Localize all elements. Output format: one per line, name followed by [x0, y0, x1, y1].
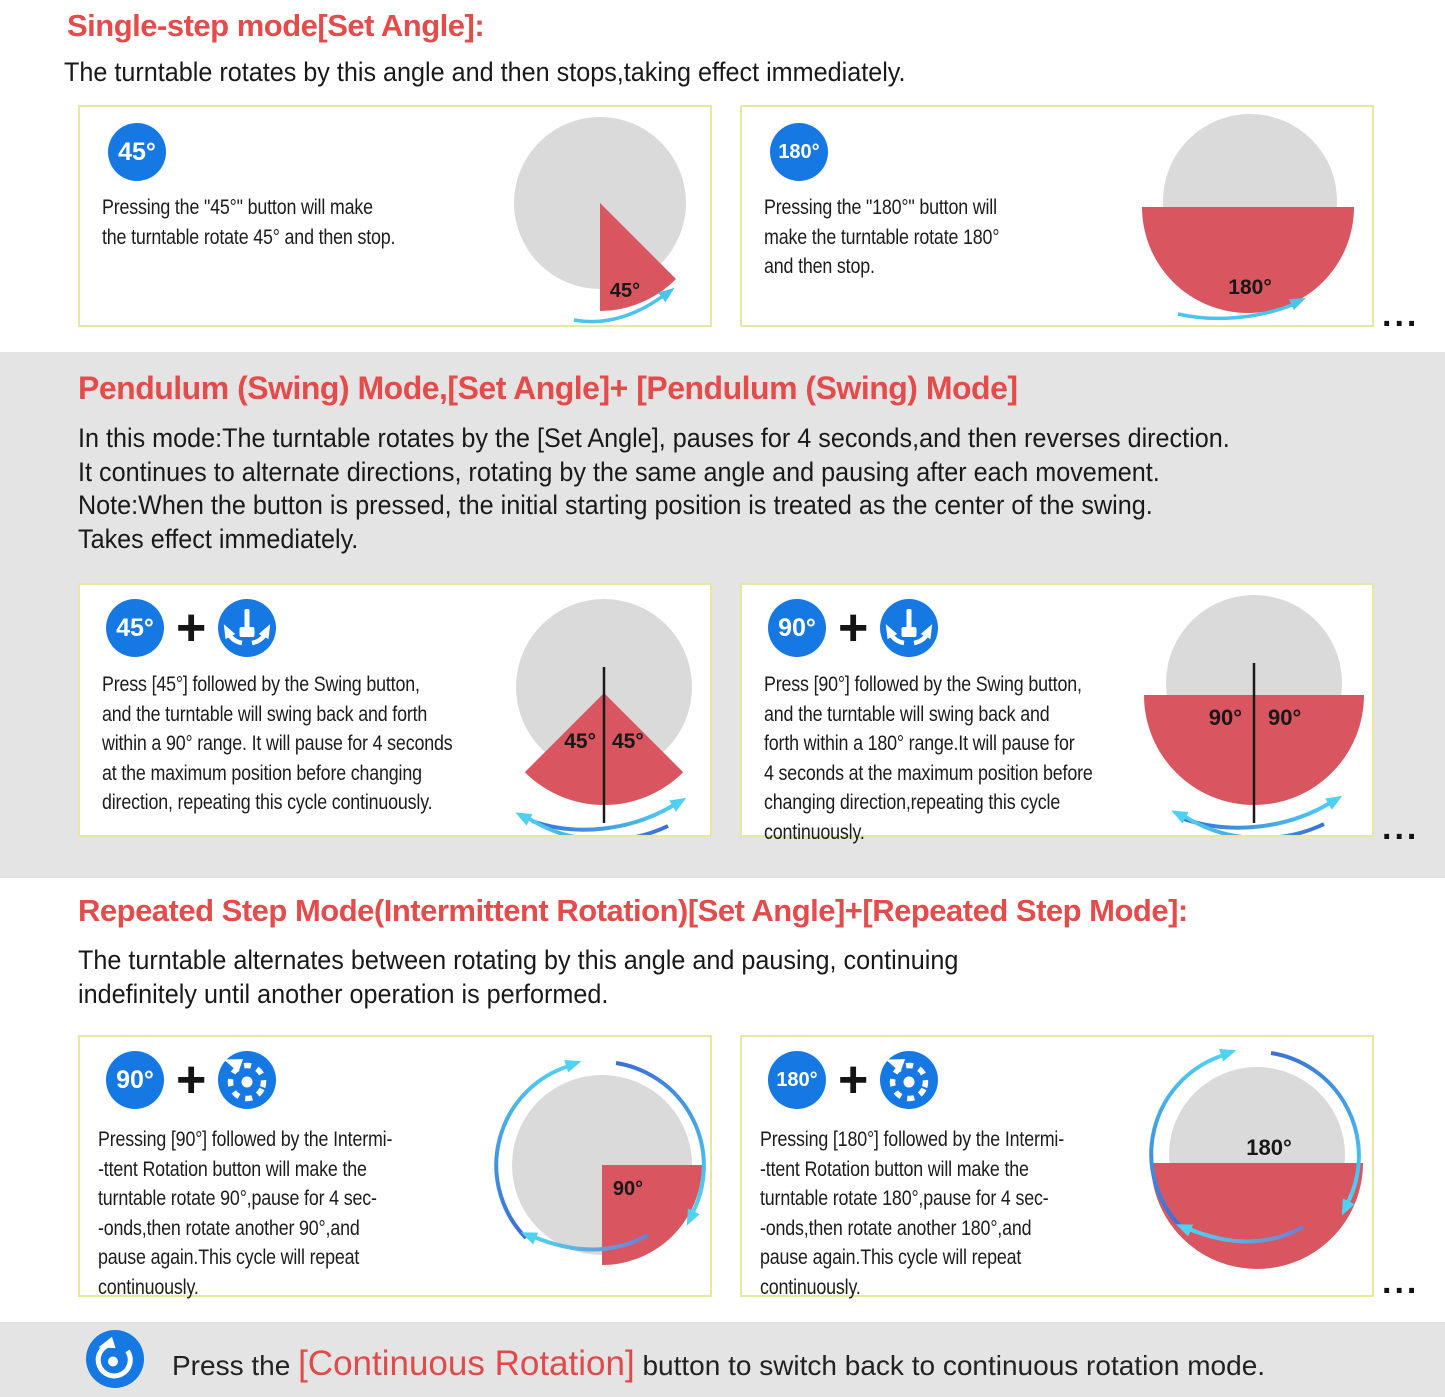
text-line: continuously. [98, 1274, 199, 1299]
intermittent-rotation-button [880, 1051, 938, 1109]
footer-highlight: [Continuous Rotation] [298, 1344, 635, 1383]
card-swing-45 [78, 583, 712, 837]
text-line: -onds,then rotate another 90°,and [98, 1215, 360, 1240]
text-line: forth within a 180° range.It will pause for [764, 731, 1075, 755]
text-line: Pressing [90°] followed by the Intermi- [98, 1127, 393, 1151]
description-line: It continues to alternate directions, rotating by the same angle and pausing after each movement. [78, 456, 1160, 487]
footer-prefix: Press the [172, 1350, 299, 1381]
text-line: pause again.This cycle will repeat [98, 1245, 360, 1269]
text-line: Pressing the "180°" button will [764, 195, 997, 219]
intermittent-rotation-icon [881, 1052, 937, 1108]
text-line: and then stop. [764, 254, 875, 278]
card-step-45 [78, 105, 712, 327]
pendulum-swing-icon [219, 600, 275, 656]
section-single-step-title: Single-step mode[Set Angle]: [67, 8, 485, 43]
description-line: The turntable rotates by this angle and then stops,taking effect immediately. [64, 57, 906, 87]
card-intermittent-90-text [98, 1125, 392, 1302]
plus-sign: + [838, 1051, 869, 1109]
description-line: In this mode:The turntable rotates by the [Set Angle], pauses for 4 seconds,and then reverses direction. [78, 423, 1230, 453]
angle-90-button: 90° [106, 1051, 164, 1109]
arrowhead [564, 1055, 583, 1072]
text-line: pause again.This cycle will repeat [760, 1245, 1022, 1269]
angle-45-button: 45° [108, 123, 166, 181]
swing-angle-label-left: 90° [1208, 705, 1242, 730]
text-line: turntable rotate 180°,pause for 4 sec- [760, 1186, 1049, 1210]
angle-180-button: 180° [770, 123, 828, 181]
section-single-step-description [64, 56, 906, 90]
description-line: indefinitely until another operation is performed. [78, 978, 609, 1009]
arrowhead [1219, 1044, 1238, 1061]
footer-suffix: button to switch back to continuous rotation mode. [634, 1350, 1266, 1381]
intermittent-rotation-button [218, 1051, 276, 1109]
text-line: Pressing [180°] followed by the Intermi- [760, 1127, 1065, 1151]
text-line: -ttent Rotation button will make the [760, 1156, 1029, 1181]
angle-45-button: 45° [106, 599, 164, 657]
card-intermittent-90 [78, 1035, 712, 1297]
text-line: make the turntable rotate 180° [764, 224, 1000, 249]
swing-angle-label-right: 45° [612, 730, 644, 753]
swing-arrow-right [1184, 803, 1330, 828]
pendulum-swing-icon [881, 600, 937, 656]
wedge-angle-label: 90° [612, 1178, 644, 1200]
button-row [106, 1051, 276, 1109]
button-row [770, 123, 828, 181]
continuous-rotation-icon [86, 1330, 144, 1388]
arrowhead [669, 792, 689, 811]
wedge-angle-label: 45° [609, 280, 641, 302]
section-repeated-step-title: Repeated Step Mode(Intermittent Rotation)[Set Angle]+[Repeated Step Mode]: [78, 893, 1188, 928]
card-intermittent-180 [740, 1035, 1374, 1297]
text-line: continuously. [764, 819, 865, 844]
continuous-rotation-button [86, 1330, 144, 1388]
button-row [768, 1051, 938, 1109]
button-row [768, 599, 938, 657]
ellipsis: ... [1382, 1263, 1420, 1301]
ellipsis: ... [1382, 296, 1420, 334]
text-line: changing direction,repeating this cycle [764, 790, 1061, 814]
disc-angle-label: 180° [1246, 1135, 1292, 1160]
text-line: at the maximum position before changing [102, 760, 422, 785]
text-line: Press [90°] followed by the Swing button, [764, 672, 1082, 696]
text-line: continuously. [760, 1274, 861, 1299]
swing-mode-button [218, 599, 276, 657]
card-intermittent-180-text [760, 1125, 1064, 1302]
text-line: Pressing the "45°" button will make [102, 195, 373, 219]
rotation-half-180 [1151, 1163, 1363, 1269]
text-line: the turntable rotate 45° and then stop. [102, 224, 396, 249]
text-line: turntable rotate 90°,pause for 4 sec- [98, 1186, 377, 1210]
description-line: Takes effect immediately. [78, 523, 359, 554]
plus-sign: + [838, 599, 869, 657]
arrowhead [512, 807, 532, 826]
text-line: -onds,then rotate another 180°,and [760, 1215, 1032, 1240]
text-line: and the turntable will swing back and [764, 701, 1050, 726]
section-pendulum-description [78, 422, 1230, 556]
plus-sign: + [176, 599, 207, 657]
card-step-45-text [102, 193, 395, 252]
button-row [106, 599, 276, 657]
card-step-180-text [764, 193, 999, 282]
angle-180-button: 180° [768, 1051, 826, 1109]
swing-angle-label-right: 90° [1268, 705, 1302, 730]
card-swing-45-text [102, 670, 452, 818]
text-line: direction, repeating this cycle continuously. [102, 790, 433, 814]
swing-angle-label-left: 45° [564, 730, 596, 753]
intermittent-rotation-icon [219, 1052, 275, 1108]
button-row [108, 123, 166, 181]
plus-sign: + [176, 1051, 207, 1109]
angle-90-button: 90° [768, 599, 826, 657]
description-line: The turntable alternates between rotating by this angle and pausing, continuing [78, 945, 959, 975]
card-swing-90 [740, 583, 1374, 844]
description-line: Note:When the button is pressed, the initial starting position is treated as the center of the swing. [78, 490, 1153, 520]
section-repeated-step-description [78, 944, 958, 1011]
swing-mode-button [880, 599, 938, 657]
footer-text [172, 1336, 1265, 1392]
text-line: within a 90° range. It will pause for 4 seconds [102, 731, 453, 755]
text-line: 4 seconds at the maximum position before [764, 760, 1093, 785]
section-pendulum-title: Pendulum (Swing) Mode,[Set Angle]+ [Pendulum (Swing) Mode] [78, 370, 1018, 406]
text-line: -ttent Rotation button will make the [98, 1156, 367, 1181]
footer-bar [0, 1322, 1445, 1397]
card-swing-90-text [764, 670, 1093, 847]
text-line: Press [45°] followed by the Swing button, [102, 672, 420, 696]
wedge-angle-label: 180° [1228, 276, 1272, 299]
arrowhead [1325, 790, 1345, 809]
ellipsis: ... [1382, 809, 1420, 847]
card-step-180 [740, 105, 1374, 327]
text-line: and the turntable will swing back and forth [102, 701, 428, 726]
